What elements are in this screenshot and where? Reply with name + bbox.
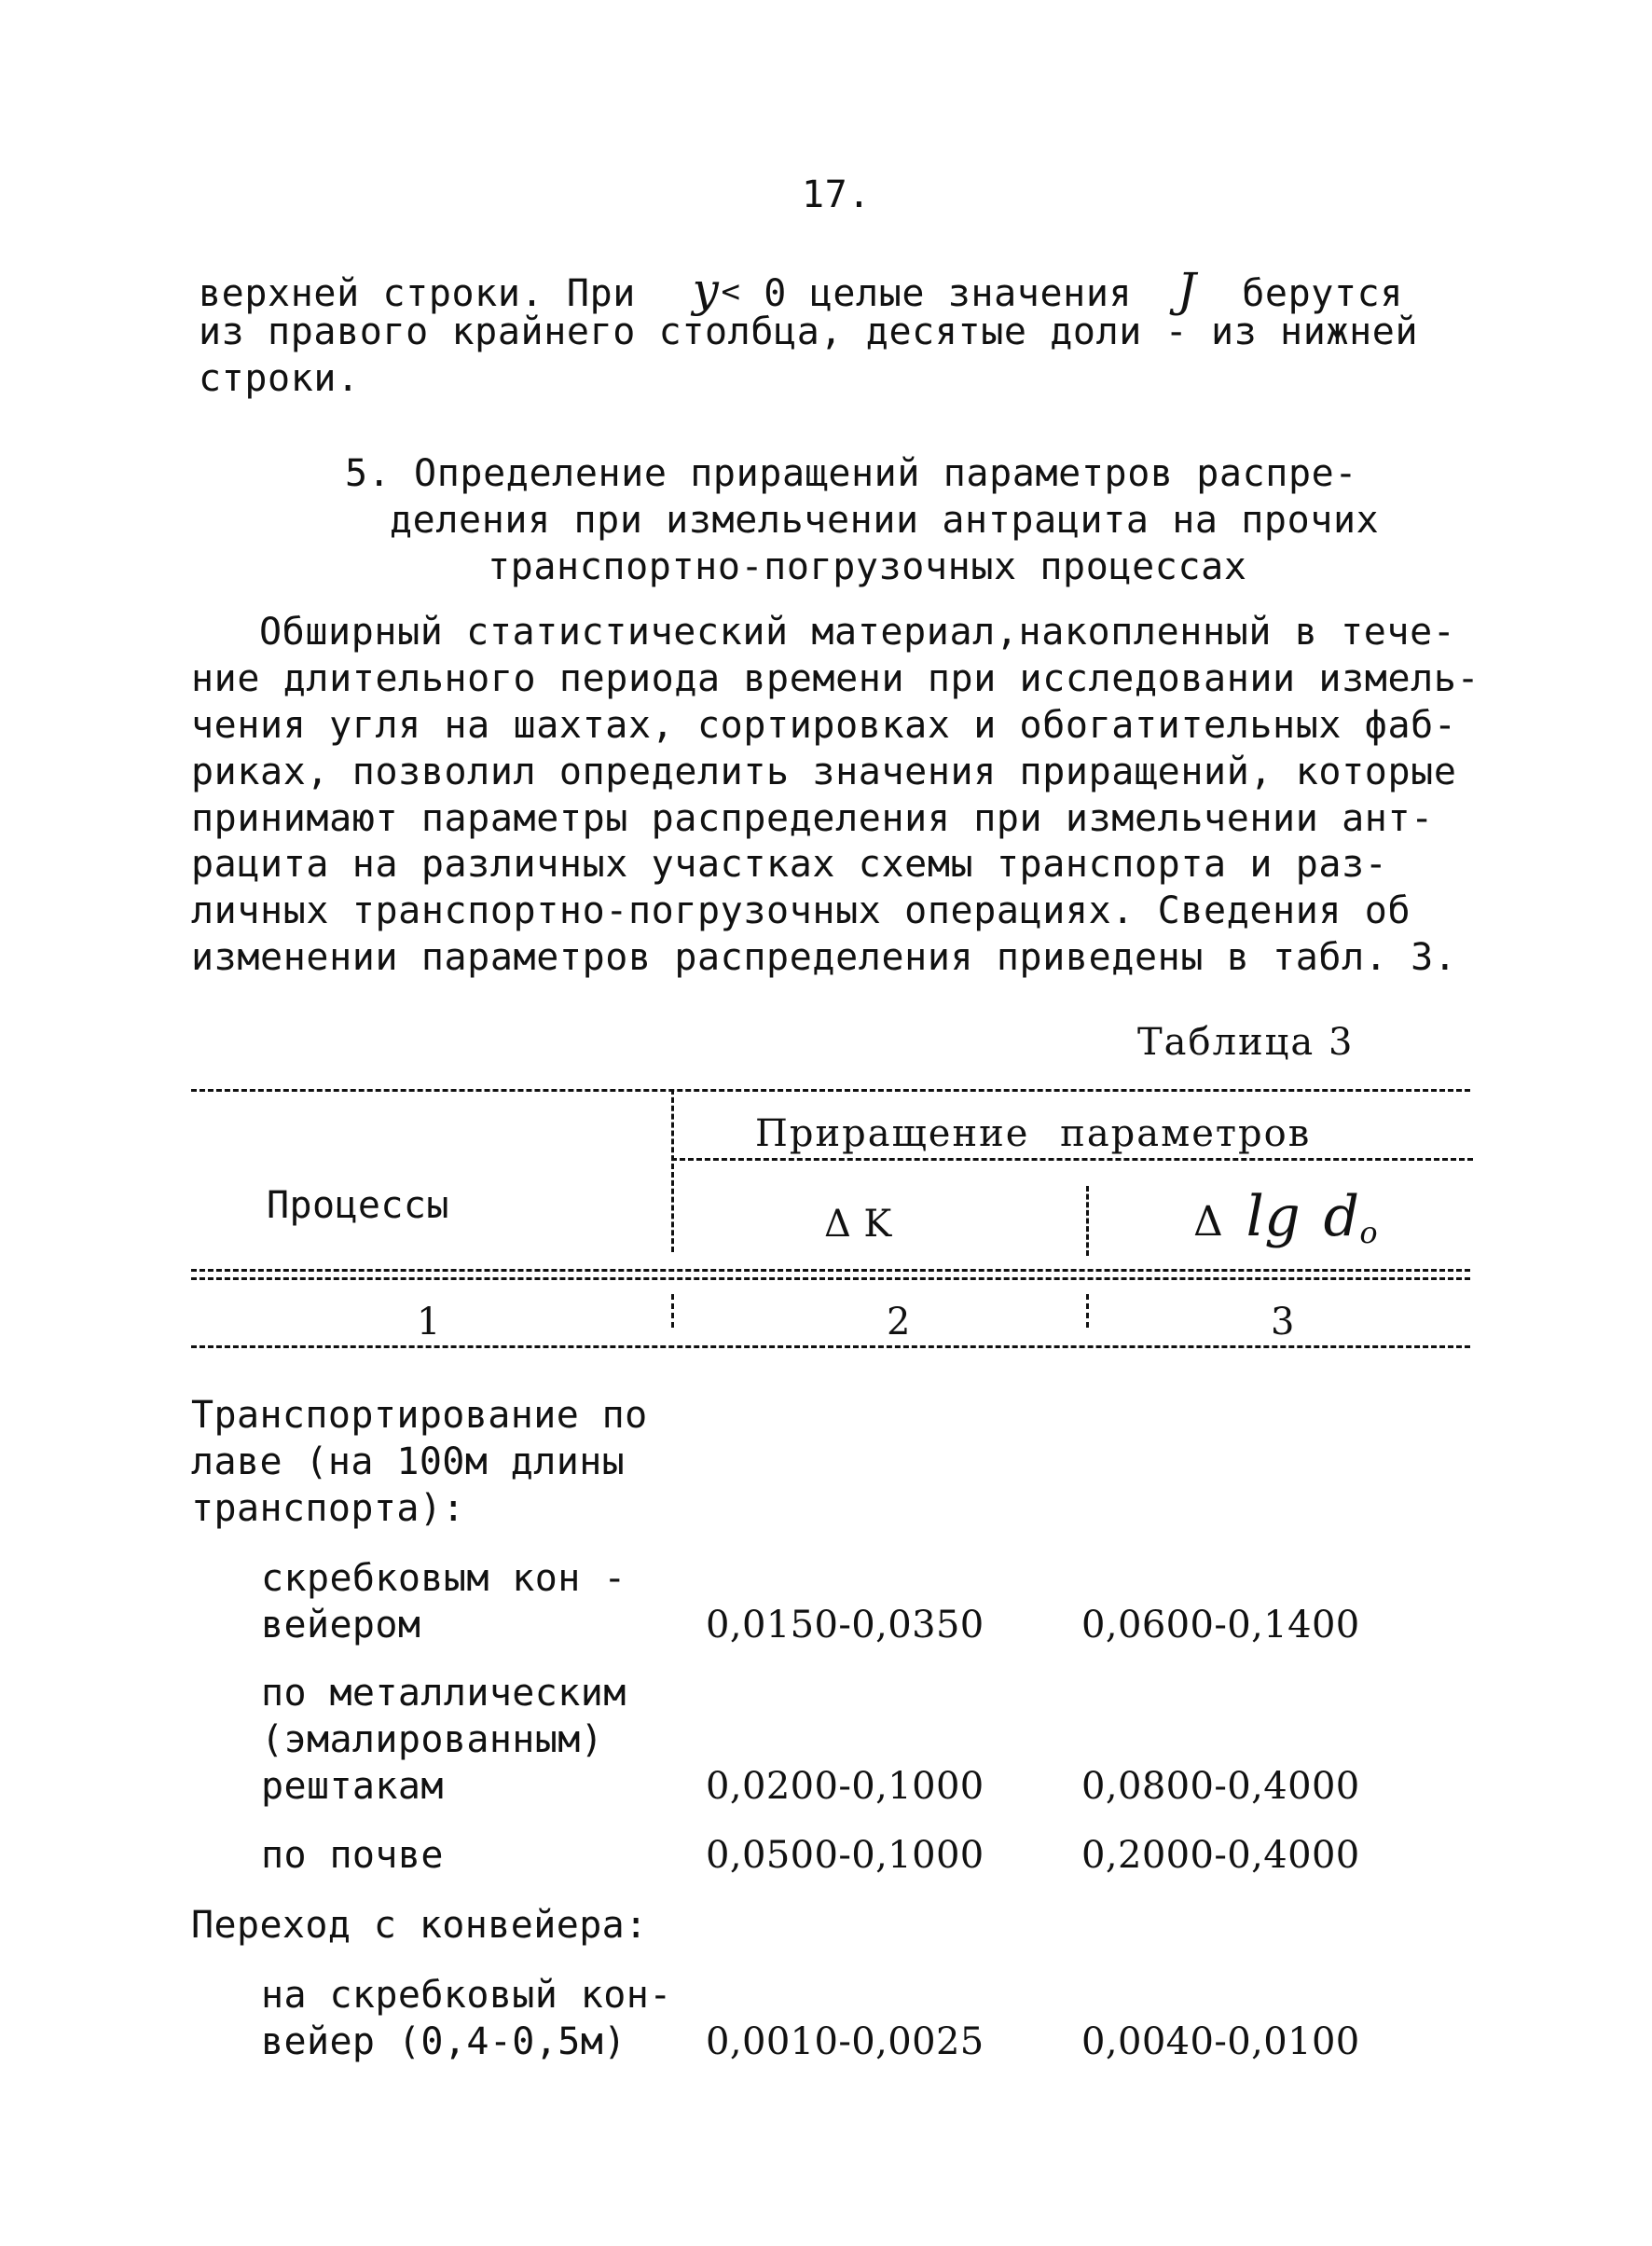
column-number-2: 2 (887, 1301, 911, 1343)
table-row-3-label-line-1: по почве (261, 1834, 444, 1877)
group-1-title-line-1: Транспортирование по (191, 1394, 648, 1437)
delta-symbol: Δ (1193, 1198, 1224, 1246)
group-2-title: Переход с конвейера: (191, 1904, 648, 1947)
group-1-title-line-3: транспорта): (191, 1487, 465, 1530)
lg-symbol: lg (1246, 1184, 1301, 1249)
column-number-1: 1 (417, 1301, 441, 1343)
intro-line-2: из правого крайнего столбца, десятые доли - из нижней (199, 310, 1419, 353)
symbol-y: y (692, 263, 720, 317)
table-header-bottom-rule-2 (191, 1277, 1470, 1280)
header-processes: Процессы (267, 1184, 449, 1227)
paragraph-line-2: ние длительного периода времени при исследовании измель- (191, 657, 1480, 700)
paragraph-line-6: рацита на различных участках схемы транспорта и раз- (191, 843, 1388, 886)
table-row-2-label-line-3: рештакам (261, 1765, 444, 1808)
table-row-2-delta-lg: 0,0800-0,4000 (1081, 1765, 1360, 1808)
intro-line-1 (199, 263, 1403, 317)
table-numbers-bottom-rule (191, 1345, 1470, 1348)
table-row-4-label-line-1: на скребковый кон- (261, 1974, 672, 2017)
paragraph-line-4: риках, позволил определить значения приращений, которые (191, 751, 1457, 793)
table-row-1-delta-k: 0,0150-0,0350 (706, 1604, 984, 1647)
intro-line-1-middle: 0 целые значения (764, 272, 1133, 315)
table-top-rule (191, 1089, 1470, 1092)
table-row-2-label-line-1: по металлическим (261, 1672, 626, 1715)
header-delta-lg-d0 (1193, 1184, 1378, 1250)
table-divider-1-numbers (671, 1294, 674, 1328)
group-1-title-line-2: лаве (на 100м длины (191, 1440, 626, 1483)
paragraph-line-3: чения угля на шахтах, сортировках и обогатительных фаб- (191, 704, 1457, 747)
table-row-1-delta-lg: 0,0600-0,1400 (1081, 1604, 1360, 1647)
less-than-sign: < (721, 273, 741, 310)
table-header-bottom-rule-1 (191, 1269, 1470, 1272)
table-row-4-delta-k: 0,0010-0,0025 (706, 2020, 984, 2063)
section-heading-line-3: транспортно-погрузочных процессах (488, 545, 1247, 588)
table-group-rule (671, 1158, 1473, 1161)
intro-line-3: строки. (199, 357, 360, 400)
d-subscript: o (1359, 1215, 1379, 1250)
symbol-j: J (1177, 263, 1197, 317)
paragraph-line-1: Обширный статистический материал,накопленный в тече- (259, 611, 1456, 654)
table-row-2-label-line-2: (эмалированным) (261, 1718, 604, 1761)
header-delta-k: Δ K (824, 1203, 892, 1246)
page-number: 17. (802, 173, 872, 216)
column-number-3: 3 (1271, 1301, 1295, 1343)
paragraph-line-7: личных транспортно-погрузочных операциях. Сведения об (191, 889, 1411, 932)
table-divider-2-numbers (1086, 1294, 1089, 1328)
table-row-4-label-line-2: вейер (0,4-0,5м) (261, 2020, 626, 2063)
table-row-1-label-line-2: вейером (261, 1604, 421, 1647)
table-row-4-delta-lg: 0,0040-0,0100 (1081, 2020, 1360, 2063)
table-row-3-delta-lg: 0,2000-0,4000 (1081, 1834, 1360, 1877)
intro-line-1-start: верхней строки. При (199, 272, 636, 315)
table-divider-1 (671, 1089, 674, 1252)
table-divider-2 (1086, 1186, 1089, 1256)
table-row-1-label-line-1: скребковым кон - (261, 1557, 626, 1600)
table-row-3-delta-k: 0,0500-0,1000 (706, 1834, 984, 1877)
section-heading-line-2: деления при измельчении антрацита на прочих (390, 499, 1380, 542)
header-increment-group: Приращение параметров (755, 1112, 1312, 1155)
paragraph-line-5: принимают параметры распределения при измельчении ант- (191, 797, 1434, 840)
section-heading-line-1: 5. Определение приращений параметров распре- (345, 452, 1358, 495)
table-caption: Таблица 3 (1137, 1021, 1355, 1064)
paragraph-line-8: изменении параметров распределения приведены в табл. 3. (191, 936, 1457, 979)
d-symbol: d (1323, 1184, 1360, 1249)
intro-line-1-end: берутся (1242, 272, 1404, 315)
table-row-2-delta-k: 0,0200-0,1000 (706, 1765, 984, 1808)
